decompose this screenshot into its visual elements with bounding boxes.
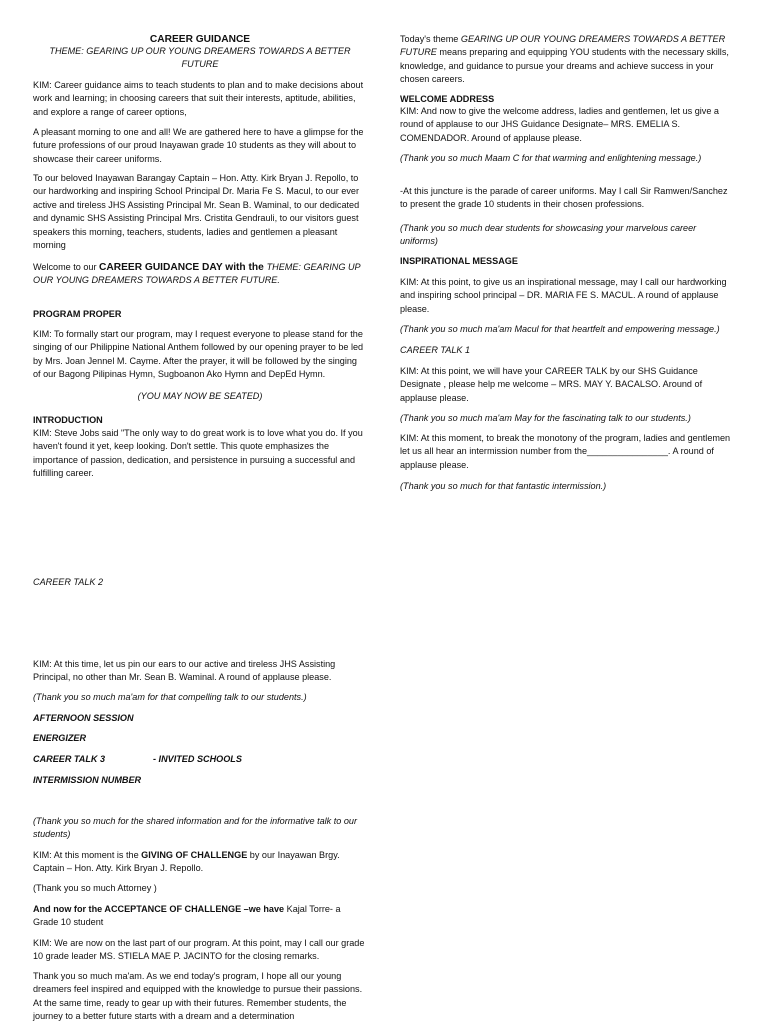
career-talk-2-text: KIM: At this time, let us pin our ears to our active and tireless JHS Assisting Principal, no other than Mr. Sean B. Waminal. A round of applause please.: [33, 659, 336, 683]
program-proper-heading: PROGRAM PROPER: [33, 309, 122, 319]
welcome-address-text: KIM: And now to give the welcome address, ladies and gentlemen, let us give a round of applause to our JHS Guidance Designate– MRS. EMELIA S. COMENDADOR. Around of applause please.: [400, 106, 719, 143]
introduction-heading: INTRODUCTION: [33, 415, 103, 425]
challenge-post: by our Inayawan Brgy. Captain – Hon. Atty. Kirk Bryan J. Repollo.: [33, 850, 340, 874]
intermission-number-heading: INTERMISSION NUMBER: [33, 775, 142, 785]
career-talk-1-heading: CAREER TALK 1: [400, 345, 471, 355]
inspirational-message-heading: INSPIRATIONAL MESSAGE: [400, 256, 518, 266]
thank-maam-c-note: (Thank you so much Maam C for that warming and enlightening message.): [400, 153, 702, 163]
welcome-bold: CAREER GUIDANCE DAY with the: [99, 262, 267, 273]
career-talk-2-heading: CAREER TALK 2: [33, 577, 104, 587]
closing-paragraph: Thank you so much ma'am. As we end today's program, I hope all our young dreamers feel inspired and equipped with the knowledge to pursue their passions. At the same time, ready to gear up with their futures. Remember students, the journey to a better future starts with a dream and a determination: [33, 971, 363, 1022]
welcome-address-heading: WELCOME ADDRESS: [400, 94, 495, 104]
theme-paragraph: [400, 33, 735, 87]
introduction-text: KIM: Steve Jobs said "The only way to do great work is to love what you do. If you haven't found it yet, keep looking. Don't settle. This quote emphasizes the importance of passion, dedication, and persistence in pursuing a successful and fulfilling career.: [33, 428, 363, 479]
energizer-heading: ENERGIZER: [33, 733, 87, 743]
program-proper-text: KIM: To formally start our program, may I request everyone to please stand for the singing of our Philippine National Anthem followed by our opening prayer to be led by Mrs. Joan Jennel M. Cayme. After the prayer, it will be followed by the singing of our Bagong Pilipinas Hymn, Sugboanon Ako Hymn and DepEd Hymn.: [33, 329, 364, 380]
giving-of-challenge-paragraph: [33, 849, 367, 876]
theme-italic: GEARING UP OUR YOUNG DREAMERS TOWARDS A BETTER FUTURE: [400, 34, 726, 58]
greeting-paragraph: A pleasant morning to one and all! We are gathered here to have a glimpse for the future professions of our proud Inayawan grade 10 students as they will about to showcase their career uniforms.: [33, 127, 364, 164]
welcome-pre: Welcome to our: [33, 262, 100, 272]
accept-bold: And now for the ACCEPTANCE OF CHALLENGE –we have: [33, 904, 285, 914]
welcome-theme: THEME: GEARING UP OUR YOUNG DREAMERS TOWARDS A BETTER FUTURE.: [33, 262, 361, 286]
acknowledgement-paragraph: To our beloved Inayawan Barangay Captain – Hon. Atty. Kirk Bryan J. Repollo, to our hardworking and inspiring School Principal Dr. Maria Fe S. Macul, to our ever active and tireless JHS Assisting Principal Mr. Sean B. Waminal, to our dedicated and dynamic SHS Assisting Principal Mrs. Cristita Gendrauli, to our visitors guest speakers this morning, teachers, students, ladies and gentlemen a pleasant morning: [33, 173, 360, 251]
inspirational-message-text: KIM: At this point, to give us an inspirational message, may I call our hardworking and inspiring school principal – DR. MARIA FE S. MACUL. A round of applause please.: [400, 277, 727, 314]
accept-post: Kajal Torre- a Grade 10 student: [33, 904, 341, 928]
intermission-paragraph: KIM: At this moment, to break the monotony of the program, ladies and gentlemen let us all hear an intermission number from the________________. A round of applause please.: [400, 433, 731, 470]
afternoon-session-heading: AFTERNOON SESSION: [33, 713, 134, 723]
thank-attorney-note: (Thank you so much Attorney ): [33, 883, 157, 893]
thank-macul-note: (Thank you so much ma'am Macul for that heartfelt and empowering message.): [400, 324, 720, 334]
career-talk-3-line: [33, 753, 367, 766]
welcome-paragraph: [33, 261, 367, 288]
page-title: CAREER GUIDANCE: [149, 34, 251, 45]
theme-subtitle: THEME: GEARING UP OUR YOUNG DREAMERS TOWARDS A BETTER FUTURE: [49, 46, 351, 70]
theme-pre: Today's theme: [400, 34, 461, 44]
thank-may-note: (Thank you so much ma'am May for the fascinating talk to our students.): [400, 413, 691, 423]
career-talk-1-text: KIM: At this point, we will have your CAREER TALK by our SHS Guidance Designate , please help me welcome – MRS. MAY Y. BACALSO. Around of applause please.: [400, 366, 703, 403]
challenge-bold: GIVING OF CHALLENGE: [141, 850, 248, 860]
thank-compelling-note: (Thank you so much ma'am for that compelling talk to our students.): [33, 692, 307, 702]
invited-schools-label: - INVITED SCHOOLS: [153, 754, 242, 764]
thank-students-note: (Thank you so much dear students for showcasing your marvelous career uniforms): [400, 223, 697, 247]
intro-paragraph: KIM: Career guidance aims to teach students to plan and to make decisions about work and learning; in choosing careers that suit their interests, aptitude, abilities, and explore a range of career options,: [33, 80, 364, 117]
thank-shared-note: (Thank you so much for the shared information and for the informative talk to our students): [33, 816, 358, 840]
acceptance-of-challenge-paragraph: [33, 903, 367, 930]
thank-intermission-note: (Thank you so much for that fantastic intermission.): [400, 481, 607, 491]
theme-post: means preparing and equipping YOU students with the necessary skills, knowledge, and guidance to pursue your dreams and achieve success in your chosen careers.: [400, 47, 729, 85]
closing-remarks-call: KIM: We are now on the last part of our program. At this point, may I call our grade 10 grade leader MS. STIELA MAE P. JACINTO for the closing remarks.: [33, 938, 365, 962]
career-talk-3-heading: CAREER TALK 3: [33, 754, 106, 764]
challenge-pre: KIM: At this moment is the: [33, 850, 142, 860]
seated-note: (YOU MAY NOW BE SEATED): [137, 391, 263, 401]
parade-paragraph: -At this juncture is the parade of career uniforms. May I call Sir Ramwen/Sanchez to present the grade 10 students in their chosen professions.: [400, 186, 728, 210]
